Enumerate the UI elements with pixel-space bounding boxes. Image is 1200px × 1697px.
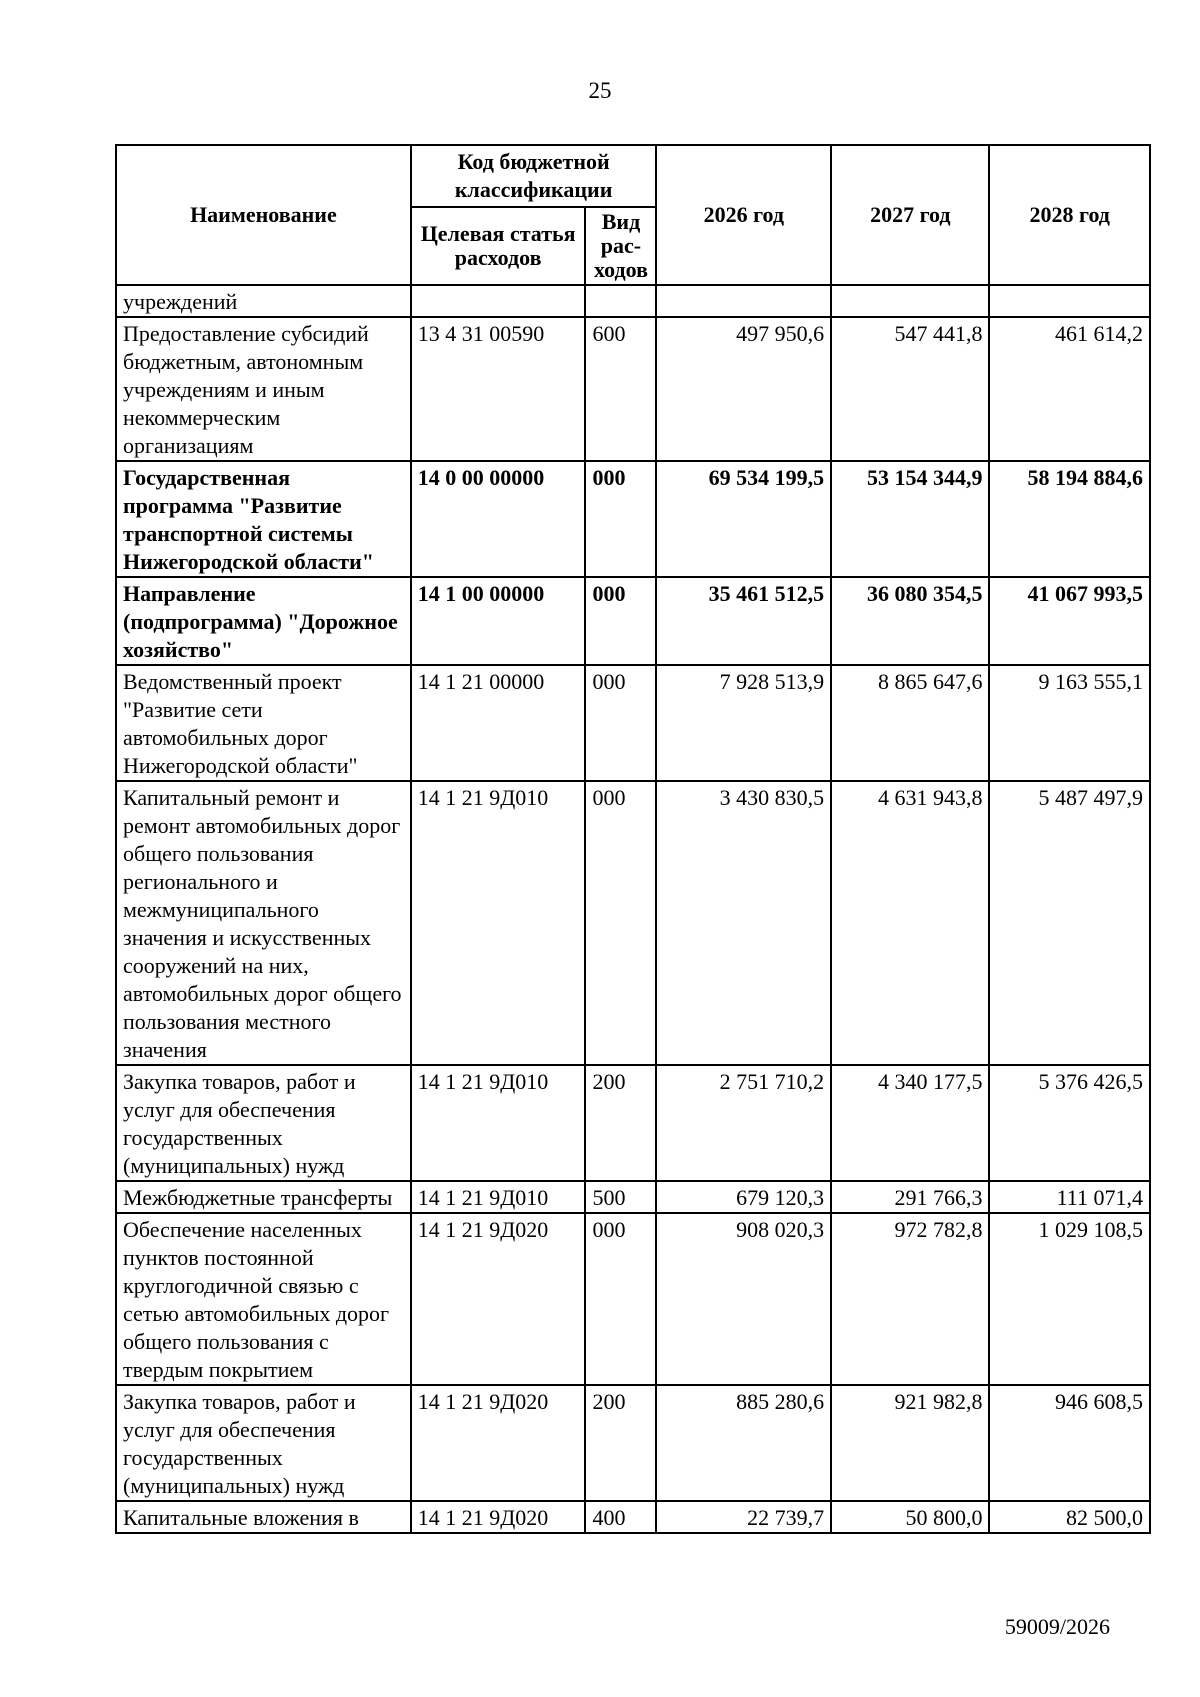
row-target-article: 14 0 00 00000 xyxy=(411,461,586,577)
row-name: Межбюджетные трансферты xyxy=(116,1181,411,1213)
row-value-2027: 50 800,0 xyxy=(831,1501,989,1533)
header-expense-type: Вид рас-ходов xyxy=(585,207,656,285)
row-name: Капитальный ремонт и ремонт автомобильных дорог общего пользования регионального и межмуниципального значения и искусственных сооружений на них, автомобильных дорог общего пользования местного значения xyxy=(116,781,411,1065)
table-row xyxy=(116,781,1150,1065)
row-target-article: 14 1 00 00000 xyxy=(411,577,586,665)
row-value-2026 xyxy=(656,285,831,317)
row-name: учреждений xyxy=(116,285,411,317)
header-2027: 2027 год xyxy=(831,145,989,285)
row-value-2028: 5 487 497,9 xyxy=(989,781,1150,1065)
row-value-2028: 111 071,4 xyxy=(989,1181,1150,1213)
row-value-2027: 36 080 354,5 xyxy=(831,577,989,665)
row-value-2027: 291 766,3 xyxy=(831,1181,989,1213)
row-expense-type: 000 xyxy=(585,577,656,665)
budget-table xyxy=(115,144,1151,1534)
table-row xyxy=(116,577,1150,665)
row-expense-type: 000 xyxy=(585,781,656,1065)
row-value-2026: 22 739,7 xyxy=(656,1501,831,1533)
row-expense-type xyxy=(585,285,656,317)
row-expense-type: 200 xyxy=(585,1065,656,1181)
row-name: Направление (подпрограмма) "Дорожное хозяйство" xyxy=(116,577,411,665)
page-number: 25 xyxy=(588,78,612,103)
row-name: Обеспечение населенных пунктов постоянной круглогодичной связью с сетью автомобильных дорог общего пользования с твердым покрытием xyxy=(116,1213,411,1385)
row-value-2026: 885 280,6 xyxy=(656,1385,831,1501)
table-body xyxy=(116,285,1150,1533)
row-value-2027: 921 982,8 xyxy=(831,1385,989,1501)
row-expense-type: 000 xyxy=(585,461,656,577)
row-target-article: 14 1 21 9Д020 xyxy=(411,1501,586,1533)
row-value-2027: 547 441,8 xyxy=(831,317,989,461)
row-expense-type: 000 xyxy=(585,665,656,781)
row-value-2027: 4 631 943,8 xyxy=(831,781,989,1065)
table-row xyxy=(116,665,1150,781)
header-code-group: Код бюджетной классификации xyxy=(411,145,657,207)
row-value-2028: 1 029 108,5 xyxy=(989,1213,1150,1385)
document-number: 59009/2026 xyxy=(1004,1614,1110,1639)
row-value-2027: 972 782,8 xyxy=(831,1213,989,1385)
row-expense-type: 000 xyxy=(585,1213,656,1385)
table-row xyxy=(116,317,1150,461)
row-value-2026: 7 928 513,9 xyxy=(656,665,831,781)
row-name: Закупка товаров, работ и услуг для обеспечения государственных (муниципальных) нужд xyxy=(116,1385,411,1501)
row-expense-type: 500 xyxy=(585,1181,656,1213)
row-value-2026: 908 020,3 xyxy=(656,1213,831,1385)
table-row xyxy=(116,1385,1150,1501)
row-value-2028: 82 500,0 xyxy=(989,1501,1150,1533)
table-row xyxy=(116,1501,1150,1533)
row-value-2028: 41 067 993,5 xyxy=(989,577,1150,665)
row-value-2028: 58 194 884,6 xyxy=(989,461,1150,577)
row-value-2027 xyxy=(831,285,989,317)
row-value-2027: 4 340 177,5 xyxy=(831,1065,989,1181)
row-value-2028: 946 608,5 xyxy=(989,1385,1150,1501)
row-value-2026: 679 120,3 xyxy=(656,1181,831,1213)
row-value-2026: 69 534 199,5 xyxy=(656,461,831,577)
row-value-2026: 3 430 830,5 xyxy=(656,781,831,1065)
row-expense-type: 400 xyxy=(585,1501,656,1533)
row-target-article: 14 1 21 9Д010 xyxy=(411,1065,586,1181)
row-expense-type: 600 xyxy=(585,317,656,461)
row-value-2028: 5 376 426,5 xyxy=(989,1065,1150,1181)
row-value-2026: 2 751 710,2 xyxy=(656,1065,831,1181)
header-name: Наименование xyxy=(116,145,411,285)
table-row xyxy=(116,461,1150,577)
row-value-2028: 9 163 555,1 xyxy=(989,665,1150,781)
row-name: Закупка товаров, работ и услуг для обеспечения государственных (муниципальных) нужд xyxy=(116,1065,411,1181)
row-target-article: 14 1 21 9Д020 xyxy=(411,1385,586,1501)
row-value-2027: 53 154 344,9 xyxy=(831,461,989,577)
header-target-article: Целевая статья расходов xyxy=(411,207,586,285)
row-target-article: 13 4 31 00590 xyxy=(411,317,586,461)
row-name: Государственная программа "Развитие транспортной системы Нижегородской области" xyxy=(116,461,411,577)
row-target-article: 14 1 21 00000 xyxy=(411,665,586,781)
header-2026: 2026 год xyxy=(656,145,831,285)
row-target-article: 14 1 21 9Д020 xyxy=(411,1213,586,1385)
row-name: Ведомственный проект "Развитие сети автомобильных дорог Нижегородской области" xyxy=(116,665,411,781)
header-2028: 2028 год xyxy=(989,145,1150,285)
row-value-2028 xyxy=(989,285,1150,317)
table-row xyxy=(116,285,1150,317)
table-row xyxy=(116,1065,1150,1181)
row-value-2026: 497 950,6 xyxy=(656,317,831,461)
table-row xyxy=(116,1213,1150,1385)
row-name: Предоставление субсидий бюджетным, автономным учреждениям и иным некоммерческим организациям xyxy=(116,317,411,461)
row-target-article xyxy=(411,285,586,317)
row-target-article: 14 1 21 9Д010 xyxy=(411,1181,586,1213)
row-value-2028: 461 614,2 xyxy=(989,317,1150,461)
row-value-2026: 35 461 512,5 xyxy=(656,577,831,665)
row-expense-type: 200 xyxy=(585,1385,656,1501)
table-row xyxy=(116,1181,1150,1213)
row-target-article: 14 1 21 9Д010 xyxy=(411,781,586,1065)
row-value-2027: 8 865 647,6 xyxy=(831,665,989,781)
row-name: Капитальные вложения в xyxy=(116,1501,411,1533)
